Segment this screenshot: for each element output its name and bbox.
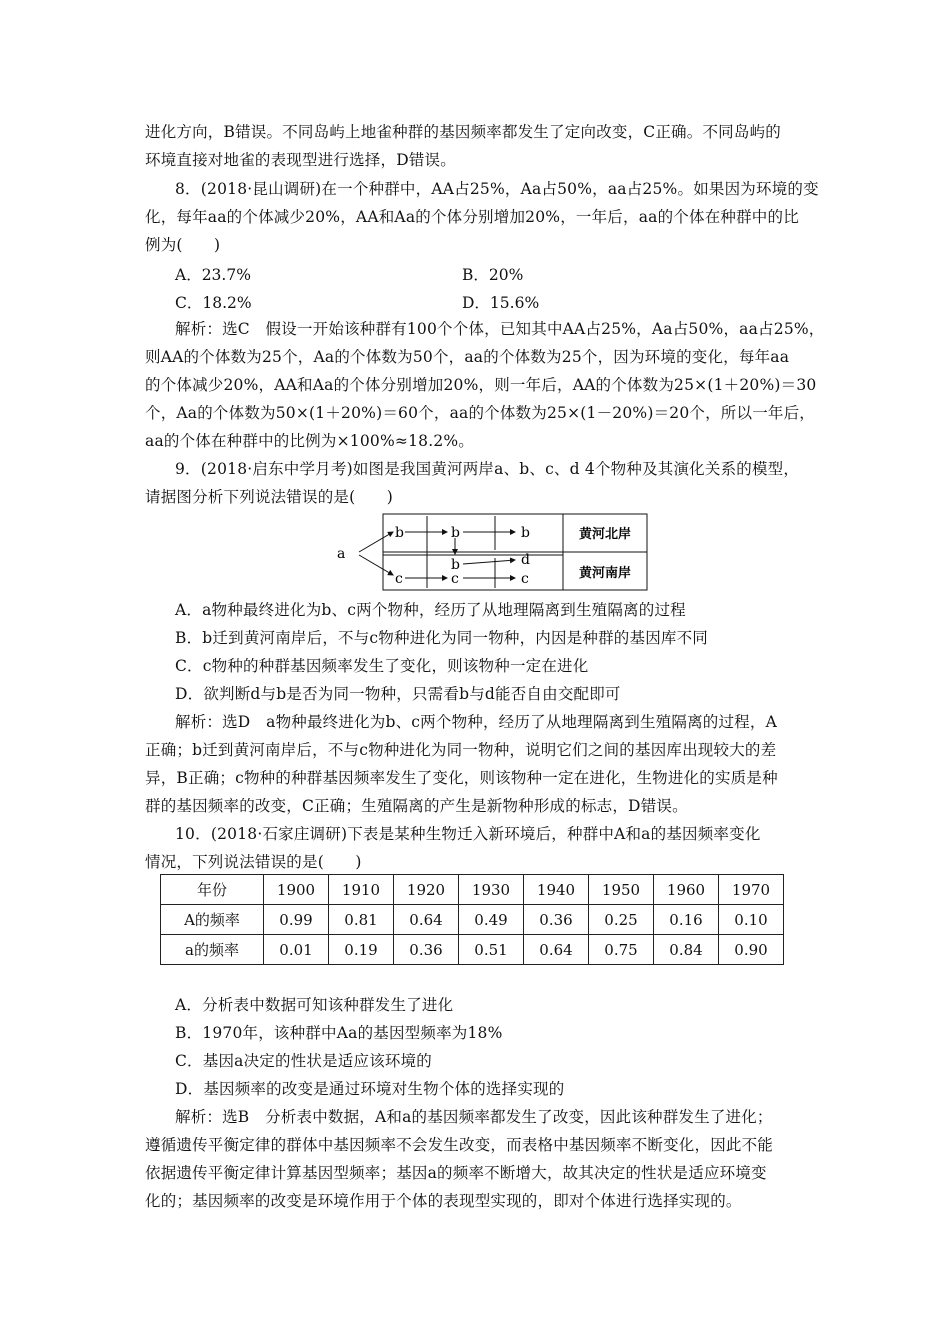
table-row bbox=[161, 905, 784, 935]
question-8-option-c: C．18.2% bbox=[175, 294, 252, 312]
table-cell: 1970 bbox=[719, 875, 784, 905]
question-10-stem: 10．(2018·石家庄调研)下表是某种生物迁入新环境后，种群中A和a的基因频率变化 bbox=[175, 825, 761, 843]
question-8-analysis: aa的个体在种群中的比例为×100%≈18.2%。 bbox=[145, 432, 475, 450]
table-cell: 1950 bbox=[589, 875, 654, 905]
question-8-option-a: A．23.7% bbox=[175, 266, 251, 284]
question-9-option-d: D．欲判断d与b是否为同一物种，只需看b与d能否自由交配即可 bbox=[175, 685, 621, 703]
label-north-bank: 黄河北岸 bbox=[578, 527, 632, 542]
question-10-option-d: D．基因频率的改变是通过环境对生物个体的选择实现的 bbox=[175, 1080, 565, 1098]
table-cell: 0.75 bbox=[589, 935, 654, 965]
question-8-stem: 例为( ) bbox=[145, 236, 221, 254]
question-10-analysis: 解析：选B 分析表中数据，A和a的基因频率都发生了改变，因此该种群发生了进化； bbox=[175, 1108, 773, 1126]
text-line: 环境直接对地雀的表现型进行选择，D错误。 bbox=[145, 151, 456, 169]
label-c: c bbox=[521, 571, 529, 587]
question-9-analysis: 解析：选D a物种最终进化为b、c两个物种，经历了从地理隔离到生殖隔离的过程，A bbox=[175, 713, 777, 731]
table-cell: A的频率 bbox=[161, 905, 264, 935]
question-8-analysis: 个，Aa的个体数为50×(1＋20%)＝60个，aa的个体数为25×(1－20%)＝20个，所以一年后， bbox=[145, 404, 815, 422]
table-cell: 年份 bbox=[161, 875, 264, 905]
table-cell: 0.90 bbox=[719, 935, 784, 965]
label-b: b bbox=[451, 525, 460, 541]
table-cell: 1910 bbox=[329, 875, 394, 905]
question-9-stem: 9．(2018·启东中学月考)如图是我国黄河两岸a、b、c、d 4个物种及其演化关系的模型， bbox=[175, 460, 800, 478]
gene-frequency-table bbox=[160, 874, 784, 965]
table-cell: 0.64 bbox=[524, 935, 589, 965]
arrow-b-to-d bbox=[463, 560, 515, 564]
question-9-option-b: B．b迁到黄河南岸后，不与c物种进化为同一物种，内因是种群的基因库不同 bbox=[175, 629, 708, 647]
label-c: c bbox=[395, 571, 403, 587]
question-8-option-b: B．20% bbox=[462, 266, 524, 284]
label-south-bank: 黄河南岸 bbox=[578, 566, 632, 581]
table-cell: 0.10 bbox=[719, 905, 784, 935]
question-9-stem: 请据图分析下列说法错误的是( ) bbox=[145, 488, 393, 506]
table-row bbox=[161, 935, 784, 965]
question-8-analysis: 解析：选C 假设一开始该种群有100个个体，已知其中AA占25%，Aa占50%，aa占25%， bbox=[175, 320, 825, 338]
label-b: b bbox=[451, 557, 460, 573]
table-cell: 0.64 bbox=[394, 905, 459, 935]
question-10-analysis: 依据遗传平衡定律计算基因型频率；基因a的频率不断增大，故其决定的性状是适应环境变 bbox=[145, 1164, 767, 1182]
table-header-row bbox=[161, 875, 784, 905]
label-b: b bbox=[521, 525, 530, 541]
question-8-analysis: 则AA的个体数为25个，Aa的个体数为50个，aa的个体数为25个，因为环境的变化，每年aa bbox=[145, 348, 790, 366]
question-10-stem: 情况，下列说法错误的是( ) bbox=[145, 853, 362, 871]
table-cell: 1940 bbox=[524, 875, 589, 905]
table-cell: 1930 bbox=[459, 875, 524, 905]
species-evolution-diagram bbox=[335, 512, 655, 592]
table-cell: 0.36 bbox=[394, 935, 459, 965]
question-10-option-b: B．1970年，该种群中Aa的基因型频率为18% bbox=[175, 1024, 503, 1042]
question-9-option-a: A．a物种最终进化为b、c两个物种，经历了从地理隔离到生殖隔离的过程 bbox=[175, 601, 686, 619]
table-cell: 1900 bbox=[264, 875, 329, 905]
question-8-stem: 8．(2018·昆山调研)在一个种群中，AA占25%，Aa占50%，aa占25%。如果因为环境的变 bbox=[175, 180, 819, 198]
table-cell: 1960 bbox=[654, 875, 719, 905]
question-9-analysis: 群的基因频率的改变，C正确；生殖隔离的产生是新物种形成的标志，D错误。 bbox=[145, 797, 688, 815]
label-c: c bbox=[451, 571, 459, 587]
label-d: d bbox=[521, 552, 530, 568]
question-9-option-c: C．c物种的种群基因频率发生了变化，则该物种一定在进化 bbox=[175, 657, 589, 675]
question-10-option-c: C．基因a决定的性状是适应该环境的 bbox=[175, 1052, 433, 1070]
label-b: b bbox=[395, 525, 404, 541]
question-8-option-d: D．15.6% bbox=[462, 294, 540, 312]
table-cell: 0.36 bbox=[524, 905, 589, 935]
question-10-analysis: 化的；基因频率的改变是环境作用于个体的表现型实现的，即对个体进行选择实现的。 bbox=[145, 1192, 742, 1210]
table-cell: 0.51 bbox=[459, 935, 524, 965]
table-cell: 0.84 bbox=[654, 935, 719, 965]
table-cell: 0.25 bbox=[589, 905, 654, 935]
table-cell: 0.99 bbox=[264, 905, 329, 935]
question-8-stem: 化，每年aa的个体减少20%，AA和Aa的个体分别增加20%，一年后，aa的个体在种群中的比 bbox=[145, 208, 799, 226]
table-cell: a的频率 bbox=[161, 935, 264, 965]
arrow-a-to-b bbox=[359, 532, 393, 552]
table-cell: 0.16 bbox=[654, 905, 719, 935]
label-a: a bbox=[337, 546, 346, 562]
question-9-analysis: 异，B正确；c物种的种群基因频率发生了变化，则该物种一定在进化，生物进化的实质是种 bbox=[145, 769, 778, 787]
table-cell: 0.01 bbox=[264, 935, 329, 965]
question-8-analysis: 的个体减少20%，AA和Aa的个体分别增加20%，则一年后，AA的个体数为25×(1＋20%)＝30 bbox=[145, 376, 817, 394]
question-10-analysis: 遵循遗传平衡定律的群体中基因频率不会发生改变，而表格中基因频率不断变化，因此不能 bbox=[145, 1136, 774, 1154]
table-cell: 0.81 bbox=[329, 905, 394, 935]
question-10-option-a: A．分析表中数据可知该种群发生了进化 bbox=[175, 996, 454, 1014]
table-cell: 0.19 bbox=[329, 935, 394, 965]
question-9-analysis: 正确；b迁到黄河南岸后，不与c物种进化为同一物种，说明它们之间的基因库出现较大的差 bbox=[145, 741, 777, 759]
text-line: 进化方向，B错误。不同岛屿上地雀种群的基因频率都发生了定向改变，C正确。不同岛屿的 bbox=[145, 123, 781, 141]
table-cell: 0.49 bbox=[459, 905, 524, 935]
arrow-a-to-c bbox=[359, 555, 393, 575]
table-cell: 1920 bbox=[394, 875, 459, 905]
